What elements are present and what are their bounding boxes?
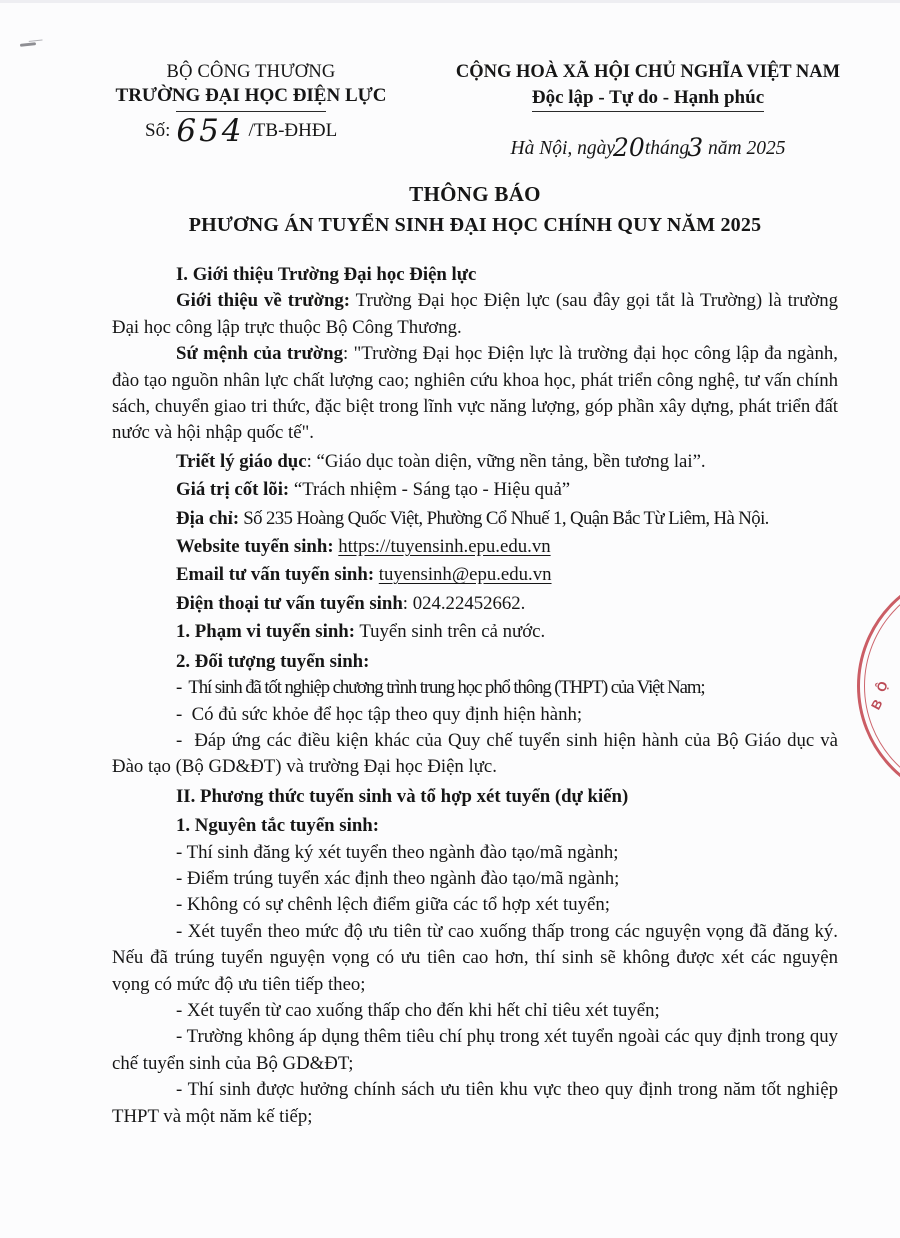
number-label: Số: xyxy=(145,120,171,141)
list-item: - Thí sinh được hưởng chính sách ưu tiên khu vực theo quy định trong năm tốt nghiệp THPT và một năm kế tiếp; xyxy=(112,1079,838,1127)
line-website xyxy=(112,534,838,560)
section-2-heading: II. Phương thức tuyển sinh và tổ hợp xét tuyển (dự kiến) xyxy=(176,785,629,807)
document-body xyxy=(112,259,838,1130)
national-motto: Độc lập - Tự do - Hạnh phúc xyxy=(438,87,858,112)
section-1-heading: I. Giới thiệu Trường Đại học Điện lực xyxy=(176,264,477,285)
date-line xyxy=(438,133,858,162)
phone-number: : 024.22452662. xyxy=(402,592,526,614)
date-prefix: Hà Nội, ngày xyxy=(510,138,616,159)
website-link[interactable]: https://tuyensinh.epu.edu.vn xyxy=(338,536,551,558)
list-item: - Đáp ứng các điều kiện khác của Quy chế tuyển sinh hiện hành của Bộ Giáo dục và Đào tạo (Bộ GD&ĐT) và trường Đại học Điện lực. xyxy=(112,729,838,778)
email-link[interactable]: tuyensinh@epu.edu.vn xyxy=(378,564,552,586)
official-red-stamp xyxy=(857,568,900,804)
issuing-org-block xyxy=(115,62,387,149)
document-type-title: THÔNG BÁO xyxy=(409,182,541,206)
national-motto-block xyxy=(438,62,858,162)
org-underline xyxy=(176,111,326,112)
list-item: - Thí sinh đăng ký xét tuyển theo ngành đào tạo/mã ngành; xyxy=(176,841,619,863)
line-triet-ly: Triết lý giáo dục: “Giáo dục toàn diện, vững nền tảng, bền tương lai”. xyxy=(176,450,706,472)
lead-triet-ly: Triết lý giáo dục xyxy=(176,450,307,472)
number-suffix: /TB-ĐHĐL xyxy=(248,120,338,141)
line-email xyxy=(112,562,838,588)
heading-doi-tuong: 2. Đối tượng tuyển sinh: xyxy=(176,650,370,672)
paragraph-gioi-thieu: Giới thiệu về trường: Trường Đại học Điện lực (sau đây gọi tắt là Trường) là trường Đại học công lập trực thuộc Bộ Công Thương. xyxy=(112,290,838,338)
scan-smudge xyxy=(20,42,36,47)
document-title-block xyxy=(112,182,838,237)
scan-edge-line xyxy=(0,0,900,3)
list-item: - Không có sự chênh lệch điểm giữa các tổ hợp xét tuyển; xyxy=(176,894,610,916)
list-item: - Điểm trúng tuyển xác định theo ngành đào tạo/mã ngành; xyxy=(176,867,620,889)
lead-gia-tri: Giá trị cốt lõi: xyxy=(176,479,290,501)
stamp-letter: B xyxy=(867,696,886,713)
ministry-name: BỘ CÔNG THƯƠNG xyxy=(166,62,336,82)
date-suffix: năm 2025 xyxy=(708,138,786,159)
line-dia-chi: Địa chỉ: Số 235 Hoàng Quốc Việt, Phường Cổ Nhuế 1, Quận Bắc Từ Liêm, Hà Nội. xyxy=(176,507,769,529)
line-pham-vi: 1. Phạm vi tuyển sinh: Tuyển sinh trên cả nước. xyxy=(176,621,546,643)
list-item: - Xét tuyển từ cao xuống thấp cho đến khi hết chỉ tiêu xét tuyển; xyxy=(176,999,660,1021)
university-name: TRƯỜNG ĐẠI HỌC ĐIỆN LỰC xyxy=(115,85,387,106)
paragraph-su-menh: Sứ mệnh của trường: "Trường Đại học Điện lực là trường đại học công lập đa ngành, đào tạo nguồn nhân lực chất lượng cao; nghiên cứu khoa học, phát triển công nghệ, tư vấn chính sách, chuyển giao tri thức, đặc biệt trong lĩnh vực năng lượng, góp phần xây dựng, phát triển đất nước và hội nhập quốc tế". xyxy=(112,343,838,444)
handwritten-month: 3 xyxy=(687,133,704,162)
list-item: - Xét tuyển theo mức độ ưu tiên từ cao xuống thấp trong các nguyện vọng đã đăng ký. Nếu đã trúng tuyển nguyện vọng có ưu tiên cao hơn, thí sinh sẽ không được xét các nguyện vọng có mức độ ưu tiên tiếp theo; xyxy=(112,920,838,995)
list-item: - Thí sinh đã tốt nghiệp chương trình trung học phổ thông (THPT) của Việt Nam; xyxy=(176,677,705,699)
lead-website: Website tuyển sinh: xyxy=(176,536,334,558)
lead-gioi-thieu: Giới thiệu về trường: xyxy=(176,290,351,312)
line-gia-tri: Giá trị cốt lõi: “Trách nhiệm - Sáng tạo - Hiệu quả” xyxy=(176,479,571,501)
lead-phone: Điện thoại tư vấn tuyển sinh xyxy=(176,592,403,614)
lead-pham-vi: 1. Phạm vi tuyển sinh: xyxy=(176,621,355,643)
list-item: - Có đủ sức khỏe để học tập theo quy định hiện hành; xyxy=(176,703,583,725)
document-number xyxy=(145,113,387,149)
handwritten-day: 20 xyxy=(613,133,645,162)
line-phone xyxy=(112,591,838,617)
document-subject-title: PHƯƠNG ÁN TUYỂN SINH ĐẠI HỌC CHÍNH QUY NĂM 2025 xyxy=(188,214,762,236)
heading-nguyen-tac: 1. Nguyên tắc tuyển sinh: xyxy=(176,815,379,837)
country-title: CỘNG HOÀ XÃ HỘI CHỦ NGHĨA VIỆT NAM xyxy=(455,62,841,82)
handwritten-number: 654 xyxy=(176,113,245,149)
lead-dia-chi: Địa chỉ: xyxy=(176,507,240,529)
date-month-label: tháng xyxy=(644,138,690,159)
lead-email: Email tư vấn tuyển sinh: xyxy=(176,564,375,586)
lead-su-menh: Sứ mệnh của trường xyxy=(176,343,343,365)
list-item: - Trường không áp dụng thêm tiêu chí phụ trong xét tuyển ngoài các quy định trong quy chế tuyển sinh của Bộ GD&ĐT; xyxy=(112,1026,838,1074)
stamp-letter: Ộ xyxy=(873,679,891,694)
